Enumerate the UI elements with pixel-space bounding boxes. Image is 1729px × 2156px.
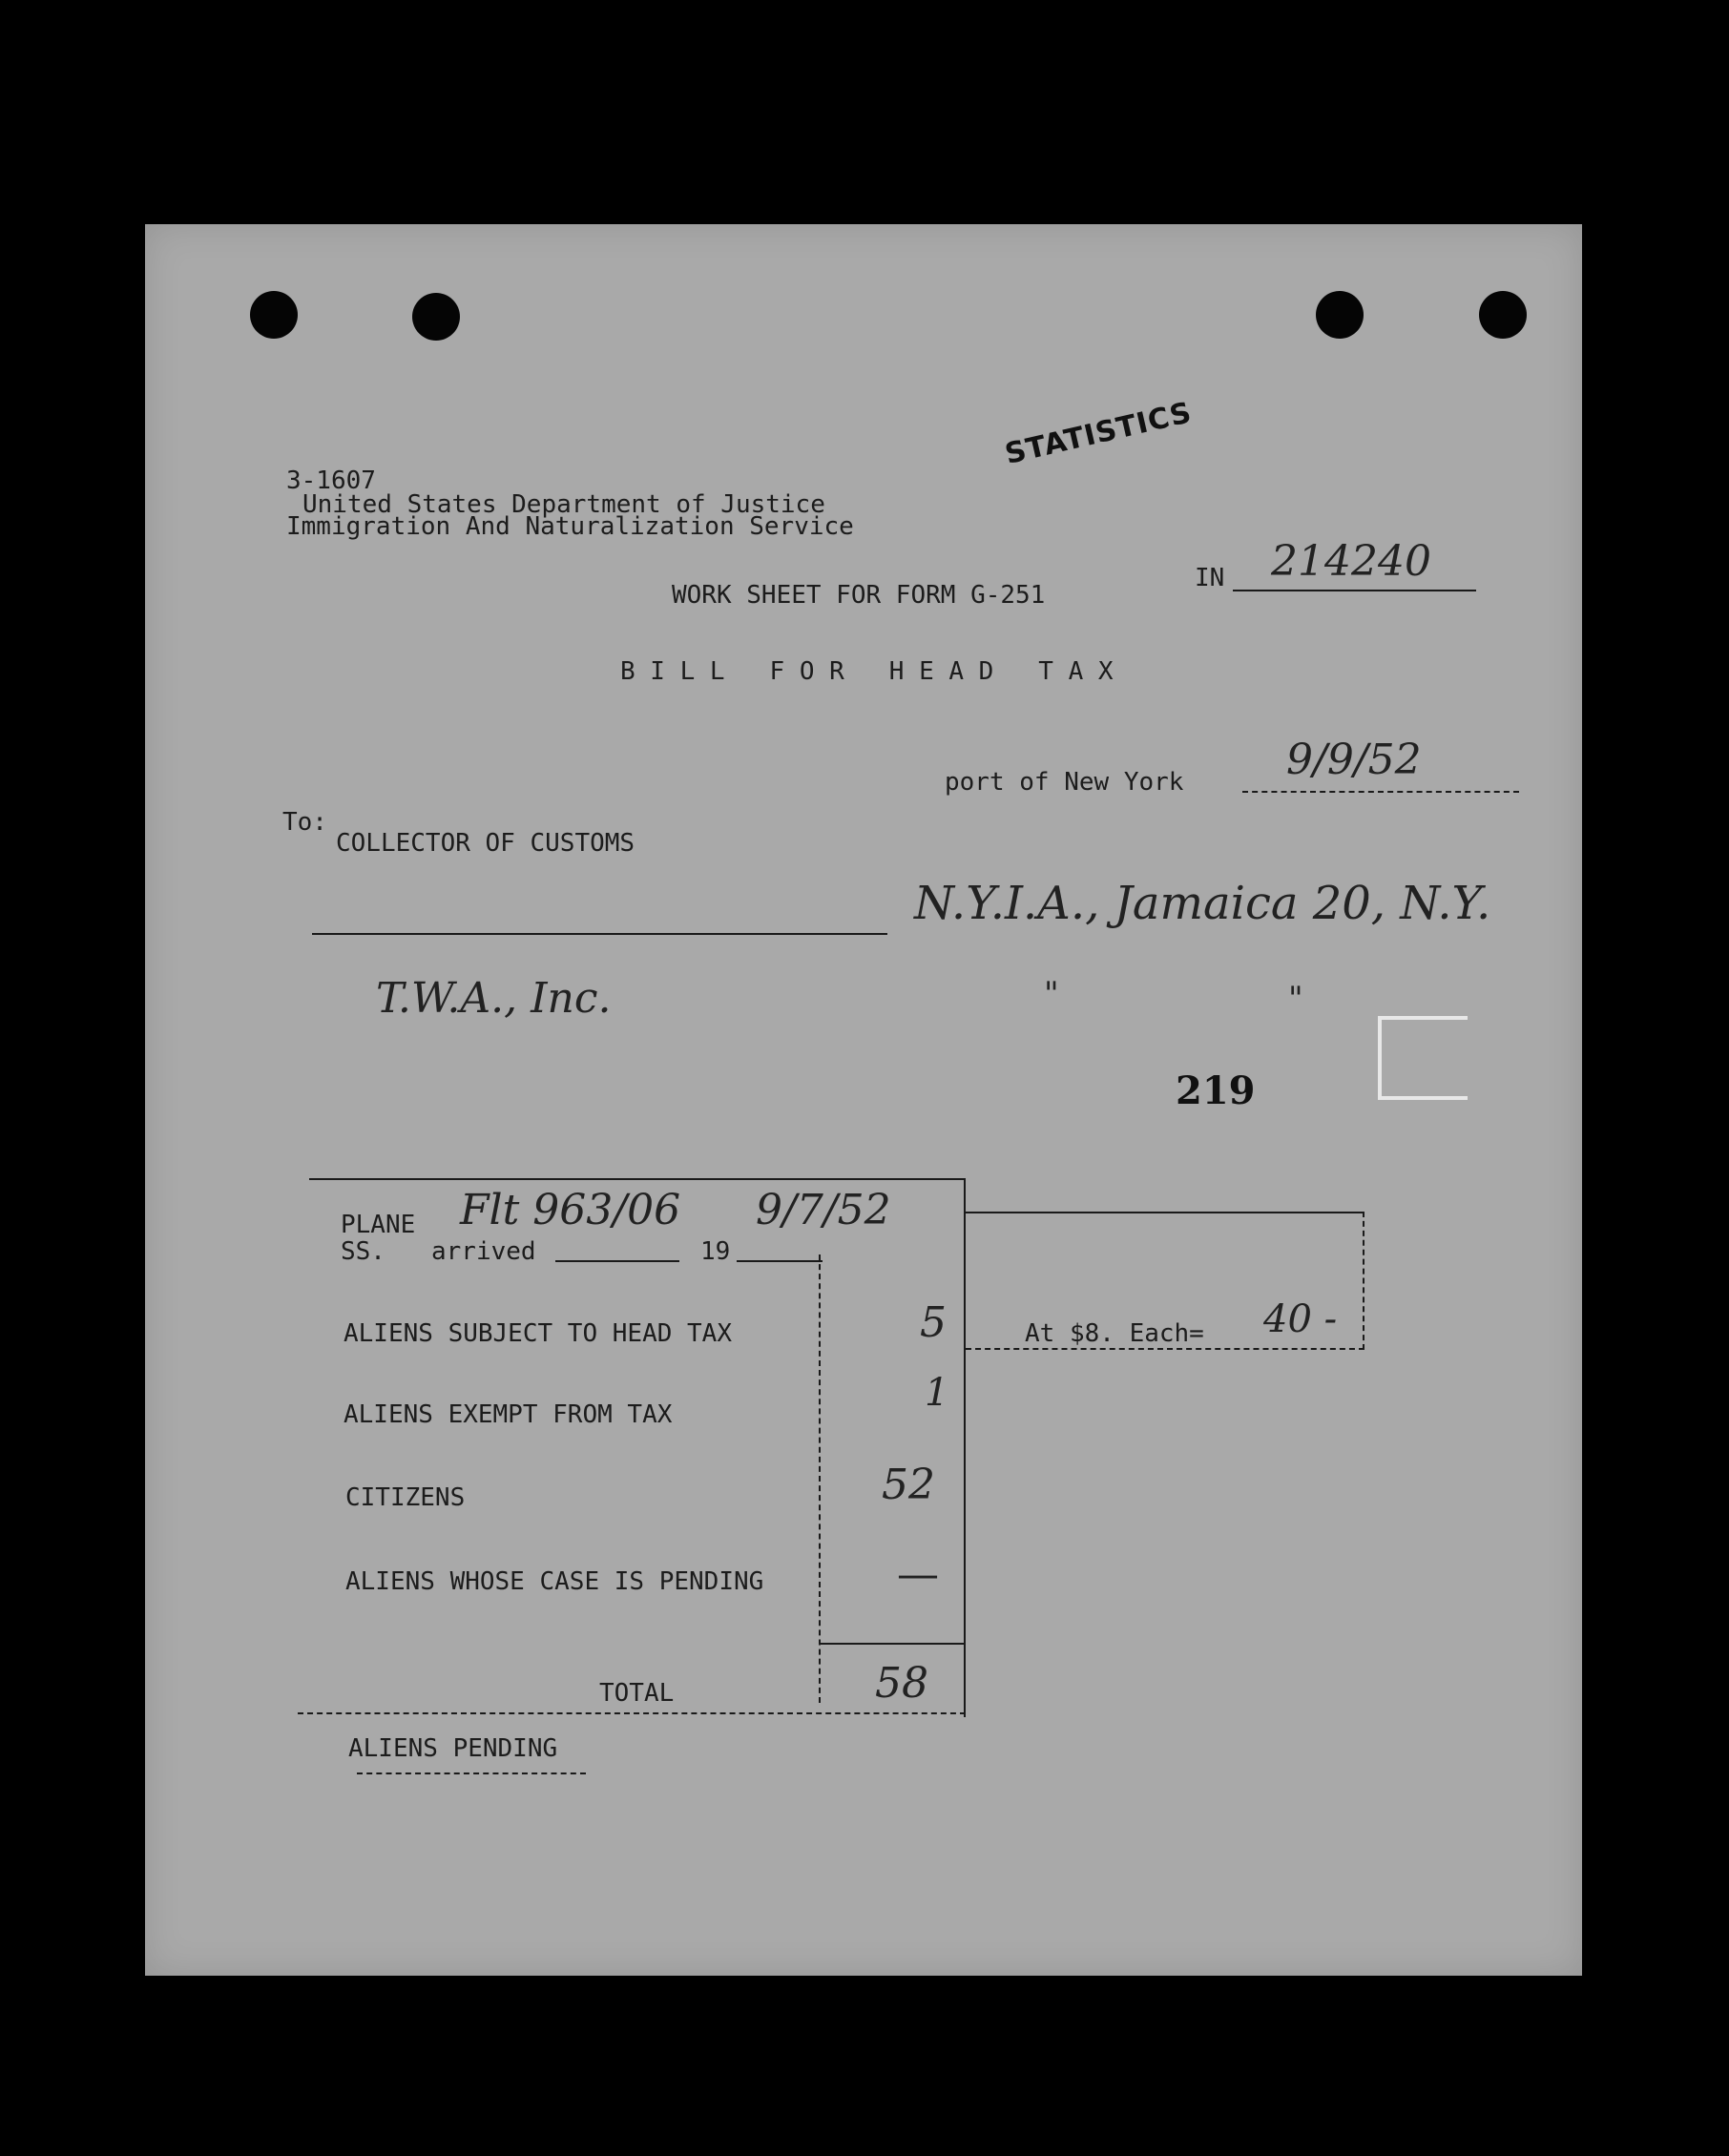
table-bottom-border <box>298 1712 966 1714</box>
port-date-underline <box>1242 791 1519 793</box>
aliens-pending-label: ALIENS PENDING <box>348 1734 558 1763</box>
plane-flight-handwritten: Flt 963/06 <box>460 1186 681 1234</box>
bracket-mark <box>1378 1016 1468 1100</box>
arrived-label: arrived <box>431 1237 536 1266</box>
row-label-pending-case: ALIENS WHOSE CASE IS PENDING <box>345 1567 764 1596</box>
to-label: To: <box>282 808 327 837</box>
rate-amount: 40 - <box>1263 1297 1338 1341</box>
address-line <box>312 933 887 935</box>
row-label-exempt: ALIENS EXEMPT FROM TAX <box>344 1400 673 1429</box>
punch-hole-4 <box>1479 291 1527 339</box>
rate-box-right <box>1363 1212 1364 1350</box>
carrier-handwritten: T.W.A., Inc. <box>376 974 612 1023</box>
page-number: 219 <box>1176 1068 1256 1113</box>
punch-hole-1 <box>250 291 298 339</box>
collector-label: COLLECTOR OF CUSTOMS <box>336 829 635 858</box>
table-right-border <box>964 1178 966 1717</box>
rate-box-top <box>966 1212 1364 1213</box>
punch-hole-3 <box>1316 291 1364 339</box>
service-name: Immigration And Naturalization Service <box>286 512 854 541</box>
total-separator <box>819 1643 964 1645</box>
in-label: IN <box>1195 564 1225 592</box>
row-value-exempt: 1 <box>925 1371 949 1415</box>
ss-label: SS. <box>341 1237 385 1266</box>
ditto-mark-1: " <box>1044 975 1059 1013</box>
worksheet-title: WORK SHEET FOR FORM G-251 <box>672 581 1046 610</box>
row-value-subject-to-tax: 5 <box>920 1298 947 1347</box>
address-handwritten: N.Y.I.A., Jamaica 20, N.Y. <box>914 877 1491 930</box>
aliens-pending-underline <box>357 1772 586 1774</box>
rate-label: At $8. Each= <box>1025 1319 1204 1348</box>
arrival-date-handwritten: 9/7/52 <box>756 1186 891 1234</box>
total-label: TOTAL <box>599 1679 675 1708</box>
bill-title: B I L L F O R H E A D T A X <box>620 657 1114 686</box>
form-number: 3-1607 <box>286 466 376 495</box>
table-top-border <box>309 1178 966 1180</box>
ditto-mark-2: " <box>1288 980 1303 1018</box>
row-value-citizens: 52 <box>882 1461 935 1509</box>
document-sheet <box>145 224 1582 1976</box>
value-column-divider <box>819 1254 821 1703</box>
punch-hole-2 <box>412 293 460 341</box>
port-label: port of New York <box>945 768 1184 797</box>
row-label-subject-to-tax: ALIENS SUBJECT TO HEAD TAX <box>344 1319 732 1348</box>
port-date: 9/9/52 <box>1286 736 1422 784</box>
rate-box-bottom <box>966 1348 1364 1350</box>
plane-label: PLANE <box>341 1211 416 1239</box>
in-number: 214240 <box>1271 537 1431 586</box>
row-value-pending-case: — <box>897 1550 939 1599</box>
total-value: 58 <box>875 1659 928 1708</box>
row-label-citizens: CITIZENS <box>345 1483 466 1512</box>
arrived-underline <box>555 1260 679 1262</box>
statistics-stamp: STATISTICS <box>1002 396 1196 472</box>
department-name: United States Department of Justice <box>302 490 825 519</box>
year-underline <box>737 1260 823 1262</box>
year-prefix: 19 <box>700 1237 731 1266</box>
in-number-underline <box>1233 590 1476 591</box>
